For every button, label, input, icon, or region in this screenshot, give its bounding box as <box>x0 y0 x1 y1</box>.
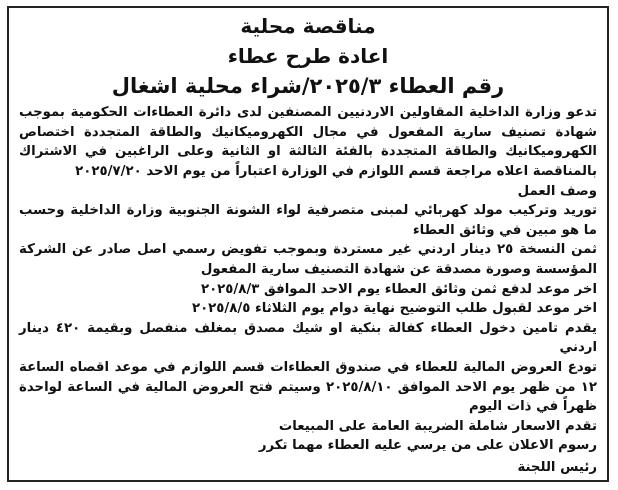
ad-fees-paragraph: رسوم الاعلان على من يرسي عليه العطاء مهما تكرر <box>258 438 597 454</box>
bid-bond-paragraph: يقدم تامين دخول العطاء كفالة بنكية او شيك مصدق بمغلف منفصل وبقيمة ٤٢٠ دينار اردني <box>19 320 597 356</box>
tender-number: رقم العطاء ٢٠٢٥/٣/شراء محلية اشغال <box>111 74 505 98</box>
work-description: توريد وتركيب مولد كهربائي لمبنى متصرفية لواء الشونة الجنوبية وزارة الداخلية وحسب ما هو مبين في وثائق العطاء <box>19 203 597 238</box>
tender-notice <box>7 6 609 482</box>
notice-subtitle: اعادة طرح عطاء <box>227 44 389 68</box>
notice-title: مناقصة محلية <box>240 14 376 38</box>
invitation-paragraph: تدعو وزارة الداخلية المقاولين الاردنيين المصنفين لدى دائرة العطاءات الحكومية بموجب شهادة تصنيف سارية المفعول في مجال الكهروميكانيك والطاقة المتجددة اختصاص الكهروميكانيك والطاقة المتجددة بالفئة الثالثة او الثانية وعلى الراغبين في الاشتراك بالمناقصة اعلاه مراجعة قسم اللوازم في الوزارة اعتباراً من يوم الاحد ٢٠٢٥/٧/٢٠ <box>19 105 597 179</box>
tax-paragraph: تقدم الاسعار شاملة الضريبة العامة على المبيعات <box>278 418 597 434</box>
copy-price-paragraph: ثمن النسخة ٢٥ دينار اردني غير مستردة وبموجب تفويض رسمي اصل صادر عن الشركة المؤسسة وصورة مصدقة عن شهادة التصنيف سارية المفعول <box>19 242 597 277</box>
submission-paragraph: تودع العروض المالية للعطاء في صندوق العطاءات قسم اللوازم في موعد اقصاه الساعة ١٢ من ظهر يوم الاحد الموافق ٢٠٢٥/٨/١٠ وسيتم فتح العروض المالية في الساعة لواحدة ظهراً في ذات اليوم <box>19 359 597 415</box>
work-description-heading: وصف العمل <box>517 183 597 199</box>
payment-deadline: اخر موعد لدفع ثمن وثائق العطاء يوم الاحد الموافق ٢٠٢٥/٨/٣ <box>200 281 597 297</box>
committee-signature: رئيس اللجنة <box>517 459 597 475</box>
notice-body <box>19 103 597 456</box>
clarification-deadline: اخر موعد لقبول طلب التوضيح نهاية دوام يوم الثلاثاء ٢٠٢٥/٨/٥ <box>191 301 597 317</box>
